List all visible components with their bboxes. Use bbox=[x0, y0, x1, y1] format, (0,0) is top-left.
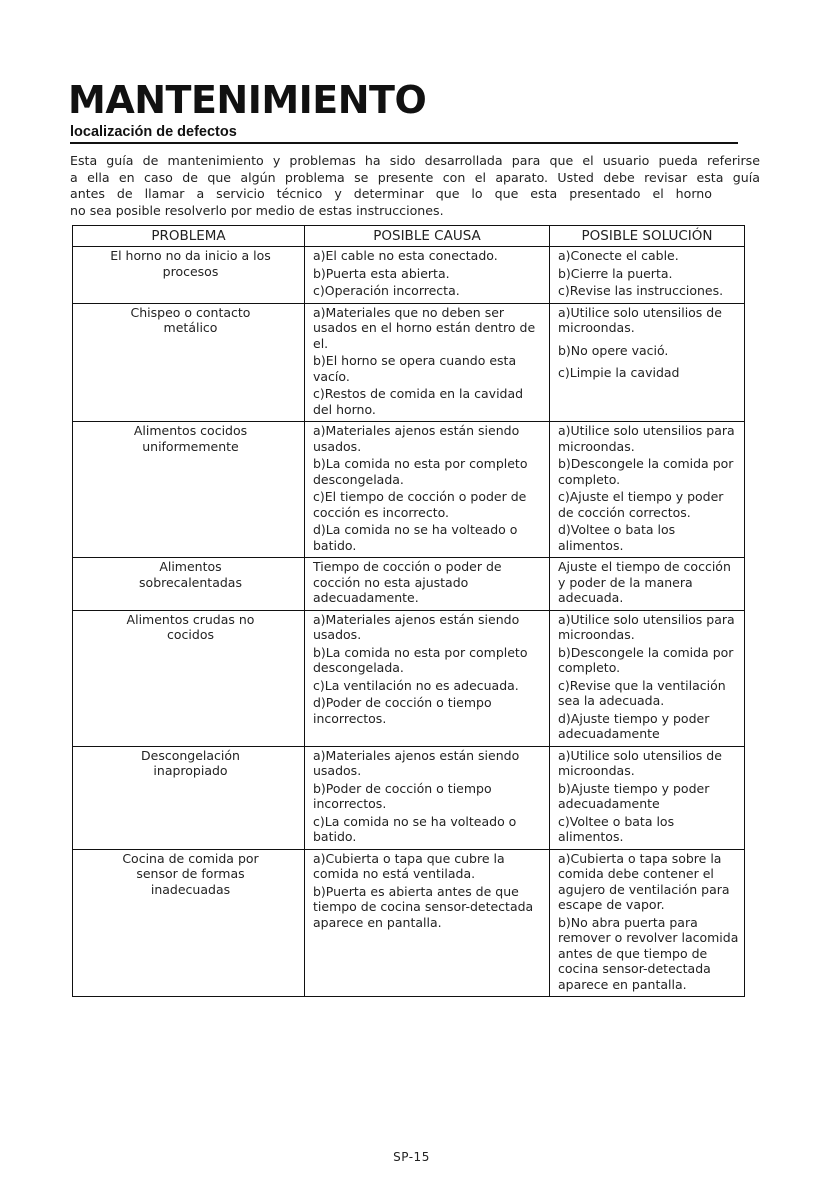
solution-item: c)Voltee o bata los alimentos. bbox=[558, 813, 675, 844]
problem-text: procesos bbox=[162, 263, 219, 279]
table-row bbox=[73, 422, 745, 558]
solution-item: a)Utilice solo utensilios para microondas. bbox=[558, 423, 735, 454]
page-number: SP-15 bbox=[393, 1150, 430, 1164]
cause-item: d)La comida no se ha volteado o batido. bbox=[313, 522, 518, 553]
table-row bbox=[73, 303, 745, 422]
cause-cell bbox=[305, 610, 550, 746]
section-subtitle: localización de defectos bbox=[70, 124, 237, 140]
problem-text: sensor de formas bbox=[136, 866, 245, 881]
problem-cell bbox=[73, 247, 305, 304]
cause-item: a)Materiales que no deben ser usados en el horno están dentro de el. bbox=[313, 304, 536, 351]
cause-item: a)El cable no esta conectado. bbox=[313, 248, 498, 263]
solution-item: a)Utilice solo utensilios de microondas. bbox=[558, 747, 722, 778]
problem-text: Alimentos bbox=[159, 559, 222, 574]
problem-text: inadecuadas bbox=[150, 881, 231, 897]
solution-cell bbox=[550, 303, 745, 422]
solution-item: b)No opere vació. bbox=[558, 342, 669, 358]
cause-cell bbox=[305, 422, 550, 558]
cause-item: c)El tiempo de cocción o poder de cocción es incorrecto. bbox=[313, 489, 527, 520]
table-row bbox=[73, 247, 745, 304]
table-row bbox=[73, 610, 745, 746]
problem-cell bbox=[73, 746, 305, 849]
cause-item: b)Puerta esta abierta. bbox=[313, 265, 450, 281]
problem-text: cocidos bbox=[167, 627, 214, 642]
solution-cell bbox=[550, 610, 745, 746]
table-row bbox=[73, 558, 745, 611]
solution-cell bbox=[550, 422, 745, 558]
cause-cell bbox=[305, 303, 550, 422]
cause-item: b)La comida no esta por completo descongelada. bbox=[313, 456, 528, 487]
cause-item: b)El horno se opera cuando esta vacío. bbox=[313, 353, 517, 384]
problem-text: Alimentos crudas no bbox=[126, 611, 255, 627]
cause-cell bbox=[305, 247, 550, 304]
problem-text: Chispeo o contacto bbox=[130, 304, 251, 320]
solution-item: a)Conecte el cable. bbox=[558, 248, 679, 263]
solution-item: b)Descongele la comida por completo. bbox=[558, 644, 734, 675]
cause-item: b)Poder de cocción o tiempo incorrectos. bbox=[313, 780, 492, 811]
page-title: MANTENIMIENTO bbox=[68, 78, 427, 122]
problem-text: sobrecalentadas bbox=[139, 574, 242, 590]
solution-item: c)Ajuste el tiempo y poder de cocción correctos. bbox=[558, 489, 724, 520]
solution-item: a)Cubierta o tapa sobre la comida debe contener el agujero de ventilación para escape de vapor. bbox=[558, 850, 730, 912]
problem-text: Alimentos cocidos bbox=[133, 423, 248, 438]
problem-text: El horno no da inicio a los bbox=[110, 248, 271, 263]
solution-item: b)Descongele la comida por completo. bbox=[558, 456, 734, 487]
intro-line: antes de llamar a servicio técnico y determinar que lo que esta presentado el horno bbox=[70, 186, 712, 201]
problem-text: inapropiado bbox=[153, 763, 228, 778]
problem-cell bbox=[73, 849, 305, 997]
cause-item: c)Restos de comida en la cavidad del horno. bbox=[313, 386, 524, 417]
solution-cell bbox=[550, 247, 745, 304]
cause-item: a)Materiales ajenos están siendo usados. bbox=[313, 423, 520, 454]
solution-item: c)Revise las instrucciones. bbox=[558, 283, 724, 298]
intro-line: Esta guía de mantenimiento y problemas ha sido desarrollada para que el usuario pueda referirse bbox=[70, 153, 760, 168]
solution-item: Ajuste el tiempo de cocción y poder de la manera adecuada. bbox=[558, 559, 731, 605]
intro-line: a ella en caso de que algún problema se presente con el aparato. Usted debe revisar esta guía bbox=[70, 169, 760, 185]
cause-item: b)Puerta es abierta antes de que tiempo de cocina sensor-detectada aparece en pantalla. bbox=[313, 883, 534, 930]
solution-item: d)Ajuste tiempo y poder adecuadamente bbox=[558, 710, 710, 741]
troubleshooting-table bbox=[72, 225, 745, 997]
solution-item: d)Voltee o bata los alimentos. bbox=[558, 522, 676, 553]
solution-cell bbox=[550, 746, 745, 849]
cause-item: b)La comida no esta por completo descongelada. bbox=[313, 644, 528, 675]
table-header-row bbox=[73, 226, 745, 247]
solution-item: a)Utilice solo utensilios para microondas. bbox=[558, 611, 735, 642]
solution-item: b)Ajuste tiempo y poder adecuadamente bbox=[558, 780, 710, 811]
solution-item: c)Revise que la ventilación sea la adecuada. bbox=[558, 677, 726, 708]
cause-cell bbox=[305, 746, 550, 849]
solution-item: a)Utilice solo utensilios de microondas. bbox=[558, 304, 722, 335]
problem-cell bbox=[73, 422, 305, 558]
problem-text: Descongelación bbox=[141, 747, 240, 763]
problem-text: Cocina de comida por bbox=[122, 850, 259, 866]
problem-cell bbox=[73, 610, 305, 746]
intro-line: no sea posible resolverlo por medio de estas instrucciones. bbox=[70, 202, 444, 218]
solution-item: b)No abra puerta para remover o revolver lacomida antes de que tiempo de cocina sensor-detectada aparece en pantalla. bbox=[558, 914, 739, 992]
title-divider bbox=[70, 142, 738, 144]
cause-item: d)Poder de cocción o tiempo incorrectos. bbox=[313, 695, 492, 726]
cause-item: a)Cubierta o tapa que cubre la comida no está ventilada. bbox=[313, 850, 505, 881]
cause-item: c)La comida no se ha volteado o batido. bbox=[313, 813, 517, 844]
intro-paragraph bbox=[70, 153, 760, 219]
header-cause: POSIBLE CAUSA bbox=[305, 226, 550, 247]
cause-item: a)Materiales ajenos están siendo usados. bbox=[313, 611, 520, 642]
problem-text: metálico bbox=[163, 320, 218, 335]
cause-cell bbox=[305, 849, 550, 997]
solution-item: b)Cierre la puerta. bbox=[558, 265, 673, 281]
header-problem: PROBLEMA bbox=[73, 226, 305, 247]
solution-cell bbox=[550, 849, 745, 997]
problem-cell bbox=[73, 558, 305, 611]
cause-item: c)La ventilación no es adecuada. bbox=[313, 677, 519, 693]
cause-cell bbox=[305, 558, 550, 611]
cause-item: c)Operación incorrecta. bbox=[313, 283, 460, 298]
table-row bbox=[73, 849, 745, 997]
cause-item: Tiempo de cocción o poder de cocción no esta ajustado adecuadamente. bbox=[313, 559, 502, 605]
problem-text: uniformemente bbox=[142, 438, 239, 454]
solution-item: c)Limpie la cavidad bbox=[558, 365, 680, 380]
table-row bbox=[73, 746, 745, 849]
header-solution: POSIBLE SOLUCIÓN bbox=[550, 226, 745, 247]
cause-item: a)Materiales ajenos están siendo usados. bbox=[313, 747, 520, 778]
solution-cell bbox=[550, 558, 745, 611]
problem-cell bbox=[73, 303, 305, 422]
